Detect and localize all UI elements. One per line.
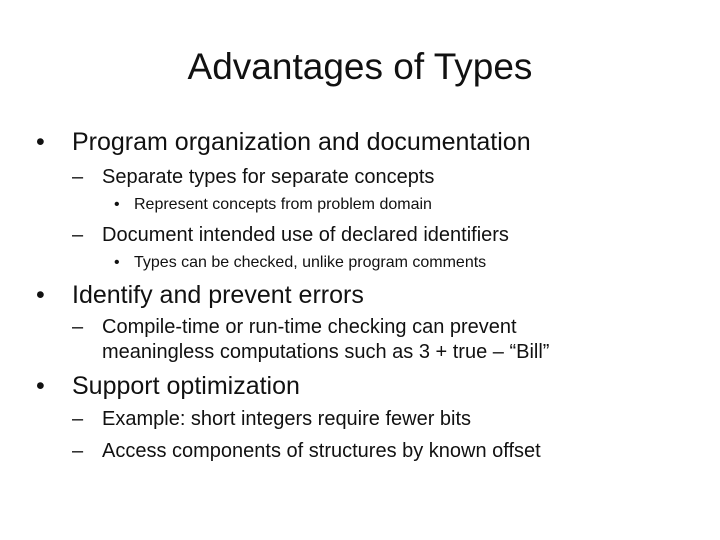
dash-marker: – [72, 316, 84, 338]
bullet-marker: • [36, 128, 45, 156]
sub-item-text: Separate types for separate concepts [102, 166, 435, 188]
bullet-text: Identify and prevent errors [72, 281, 364, 309]
dash-marker: – [72, 408, 84, 430]
bullet-marker: • [114, 196, 120, 213]
bullet-text: Support optimization [72, 372, 300, 400]
sub-item-text: Access components of structures by known offset [102, 440, 541, 462]
sub-item-text-line2: meaningless computations such as 3 + true – “Bill” [102, 341, 550, 363]
slide-title: Advantages of Types [187, 46, 533, 87]
bullet-text: Program organization and documentation [72, 128, 531, 156]
sub-sub-item-text: Types can be checked, unlike program comments [134, 254, 487, 271]
dash-marker: – [72, 224, 84, 246]
bullet-marker: • [36, 372, 45, 400]
bullet-marker: • [114, 254, 120, 271]
bullet-marker: • [36, 281, 45, 309]
dash-marker: – [72, 166, 84, 188]
sub-item-text: Document intended use of declared identifiers [102, 224, 509, 246]
sub-item-text-line1: Compile-time or run-time checking can prevent [102, 316, 517, 338]
dash-marker: – [72, 440, 84, 462]
sub-sub-item-text: Represent concepts from problem domain [134, 196, 432, 213]
sub-item-text: Example: short integers require fewer bits [102, 408, 472, 430]
